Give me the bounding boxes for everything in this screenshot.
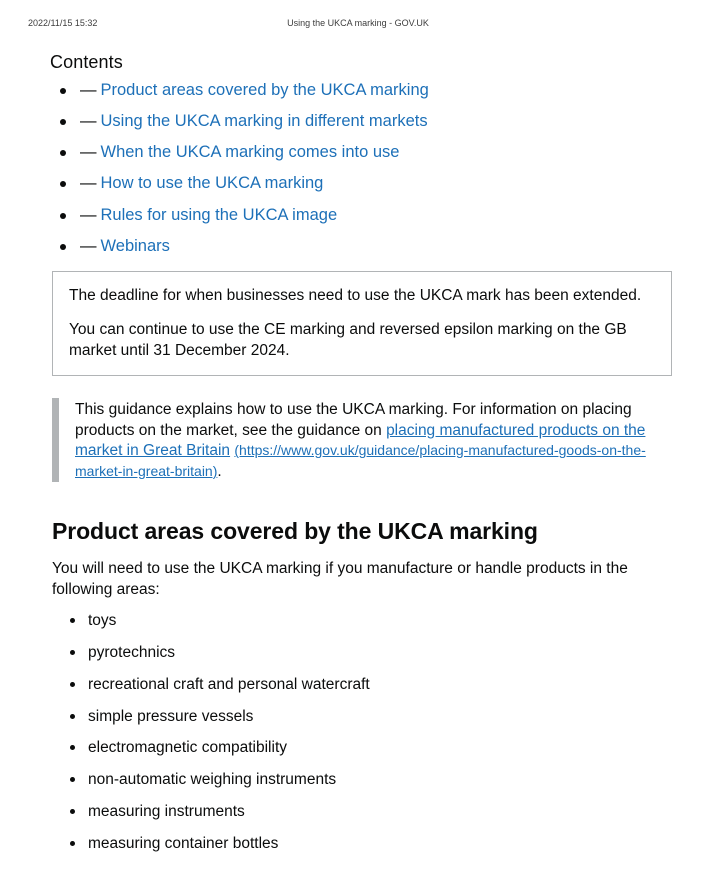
- notice-paragraph-2: You can continue to use the CE marking and reversed epsilon marking on the GB market until 31 December 2024.: [69, 321, 627, 359]
- list-item: measuring instruments: [68, 803, 688, 821]
- callout-link[interactable]: placing manufactured products on the market in Great Britain: [75, 421, 646, 460]
- callout-text-after: .: [217, 462, 222, 480]
- list-item[interactable]: [54, 237, 688, 255]
- toc-link-product-areas[interactable]: Product areas covered by the UKCA marking: [100, 81, 429, 99]
- callout-text-before: This guidance explains how to use the UKCA marking. For information on placing products on the market, see the guidance on: [75, 401, 632, 439]
- print-document-title: Using the UKCA marking - GOV.UK: [287, 18, 429, 28]
- guidance-callout: [52, 398, 672, 482]
- product-areas-list: [36, 612, 688, 853]
- print-header: [0, 0, 716, 32]
- list-item: toys: [68, 612, 688, 630]
- toc-link-different-markets[interactable]: Using the UKCA marking in different markets: [100, 112, 428, 131]
- dash-marker: —: [80, 236, 97, 255]
- section-heading: Product areas covered by the UKCA marking: [52, 518, 538, 545]
- callout-accent-bar: [52, 398, 59, 482]
- list-item: recreational craft and personal watercraft: [68, 676, 688, 694]
- list-item[interactable]: [54, 143, 688, 161]
- toc-link-comes-into-use[interactable]: When the UKCA marking comes into use: [100, 143, 400, 162]
- list-item[interactable]: [54, 112, 688, 130]
- contents-list: [36, 81, 688, 255]
- dash-marker: —: [80, 143, 97, 162]
- document-content: [0, 52, 716, 853]
- toc-link-rules-for-image[interactable]: Rules for using the UKCA image: [100, 205, 338, 224]
- list-item[interactable]: [54, 174, 688, 192]
- list-item: measuring container bottles: [68, 835, 688, 853]
- print-date: 2022/11/15 15:32: [28, 18, 98, 28]
- list-item: simple pressure vessels: [68, 708, 688, 726]
- toc-link-how-to-use[interactable]: How to use the UKCA marking: [100, 174, 324, 193]
- list-item[interactable]: [54, 81, 688, 99]
- dash-marker: —: [80, 81, 97, 99]
- toc-link-webinars[interactable]: Webinars: [100, 236, 170, 255]
- list-item: electromagnetic compatibility: [68, 739, 688, 757]
- list-item: non-automatic weighing instruments: [68, 771, 688, 789]
- dash-marker: —: [80, 112, 97, 131]
- notice-box: [52, 271, 672, 376]
- notice-paragraph-1: The deadline for when businesses need to use the UKCA mark has been extended.: [69, 286, 642, 304]
- dash-marker: —: [80, 205, 97, 224]
- list-item[interactable]: [54, 206, 688, 224]
- callout-link-url[interactable]: (https://www.gov.uk/guidance/placing-manufactured-goods-on-the-market-in-great-britain): [75, 442, 646, 479]
- list-item: pyrotechnics: [68, 644, 688, 662]
- callout-text: [75, 398, 672, 482]
- contents-heading: Contents: [50, 52, 123, 72]
- dash-marker: —: [80, 174, 97, 193]
- section-intro-paragraph: You will need to use the UKCA marking if you manufacture or handle products in the following areas:: [52, 560, 628, 598]
